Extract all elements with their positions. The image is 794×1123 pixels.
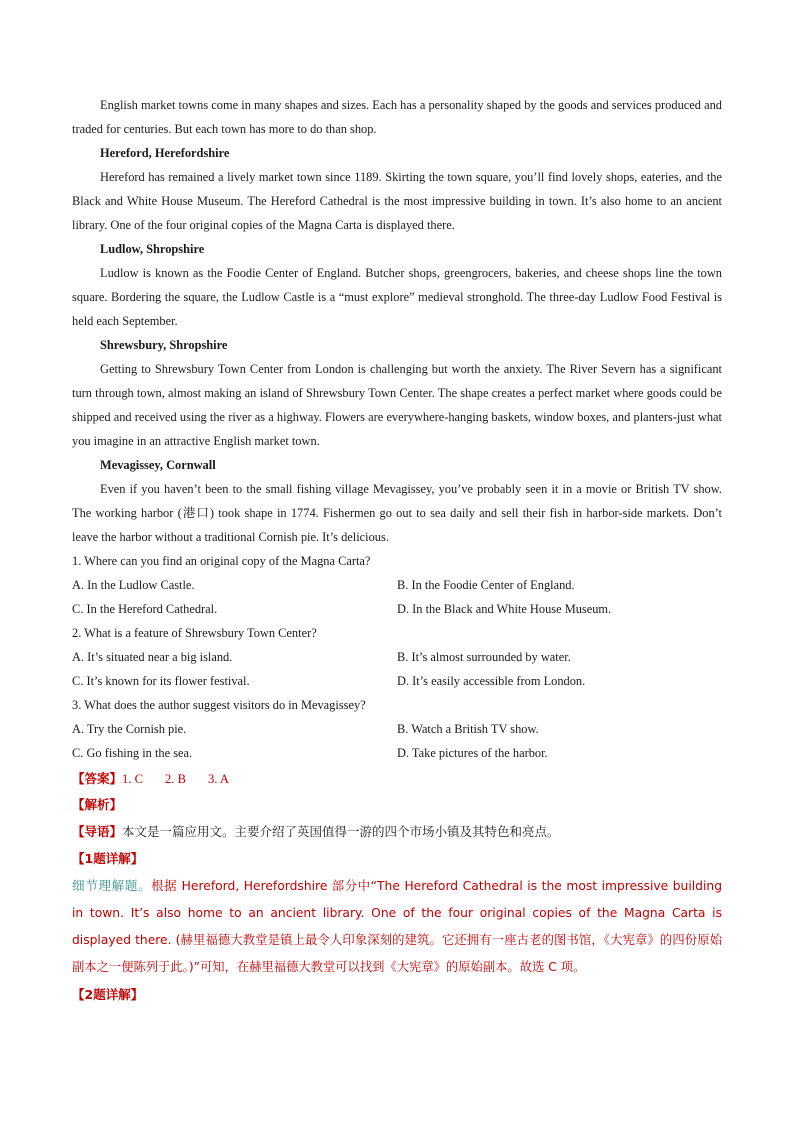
q2-detail-label: 【2题详解】	[72, 987, 144, 1002]
document-content	[72, 93, 722, 1008]
question-type-tag: 细节理解题。	[72, 878, 152, 893]
option: A. Try the Cornish pie.	[72, 722, 187, 736]
answer-value: 1. C	[122, 772, 144, 786]
option: D. Take pictures of the harbor.	[397, 746, 548, 760]
answer-value: 3. A	[208, 772, 230, 786]
section-text: Getting to Shrewsbury Town Center from London is challenging but worth the anxiety. The River Severn has a significant turn through town, almost making an island of Shrewsbury Town Center. The shape creates a perfect market where goods could be shipped and received using the river as a highway. Flowers are everywhere-hanging baskets, window boxes, and planters-just what you imagine in an attractive English market town.	[72, 362, 722, 448]
question-stem: 2. What is a feature of Shrewsbury Town Center?	[72, 626, 317, 640]
q1-detail-part: 根据 Hereford, Herefordshire 部分中“The Hereford Cathedral is the most impressive building in town. It’s also home to an ancient library. One of the four original copies of the Magna Carta is displayed there. (	[72, 879, 723, 947]
q2-detail-label-line	[72, 981, 722, 1008]
analysis-label-line	[72, 791, 722, 818]
option-row	[72, 573, 722, 597]
q1-detail-conclusion: )”可知，在赫里福德大教堂可以找到《大宪章》的原始副本。故选 C 项。	[188, 960, 586, 974]
section-text: Even if you haven’t been to the small fishing village Mevagissey, you’ve probably seen it in a movie or British TV show. The working harbor (港口) took shape in 1774. Fishermen go out to sea daily and sell their fish in harbor-side markets. Don’t leave the harbor without a traditional Cornish pie. It’s delicious.	[72, 482, 722, 544]
option: C. Go fishing in the sea.	[72, 746, 193, 760]
answer-line	[72, 767, 722, 791]
q1-detail-label: 【1题详解】	[72, 851, 144, 866]
guide-label: 【导语】	[72, 824, 123, 839]
option: A. It’s situated near a big island.	[72, 650, 233, 664]
option: B. It’s almost surrounded by water.	[397, 650, 571, 664]
option: C. In the Hereford Cathedral.	[72, 602, 218, 616]
q1-detail-text	[72, 872, 722, 981]
option-row	[72, 741, 722, 765]
option: D. It’s easily accessible from London.	[397, 674, 586, 688]
answer-label: 【答案】	[72, 771, 123, 786]
section-heading: Ludlow, Shropshire	[100, 242, 205, 256]
section-heading: Mevagissey, Cornwall	[100, 458, 216, 472]
option-row	[72, 669, 722, 693]
section-heading: Shrewsbury, Shropshire	[100, 338, 228, 352]
option: B. In the Foodie Center of England.	[397, 578, 575, 592]
option: B. Watch a British TV show.	[397, 722, 539, 736]
option-row	[72, 717, 722, 741]
option: A. In the Ludlow Castle.	[72, 578, 195, 592]
option: D. In the Black and White House Museum.	[397, 602, 612, 616]
question-stem: 1. Where can you find an original copy of the Magna Carta?	[72, 554, 371, 568]
answer-value: 2. B	[165, 772, 187, 786]
q1-detail-translation: 赫里福德大教堂是镇上最令人印象深刻的建筑。它还拥有一座古老的图书馆，《大宪章》的四份原始副本之一便陈列于此。	[72, 933, 723, 974]
section-text: Ludlow is known as the Foodie Center of England. Butcher shops, greengrocers, bakeries, and cheese shops line the town square. Bordering the square, the Ludlow Castle is a “must explore” medieval stronghold. The three-day Ludlow Food Festival is held each September.	[72, 266, 722, 328]
guide-line	[72, 818, 722, 845]
question-stem: 3. What does the author suggest visitors do in Mevagissey?	[72, 698, 366, 712]
analysis-label: 【解析】	[72, 797, 123, 812]
option: C. It’s known for its flower festival.	[72, 674, 250, 688]
guide-text: 本文是一篇应用文。主要介绍了英国值得一游的四个市场小镇及其特色和亮点。	[122, 824, 560, 839]
option-row	[72, 645, 722, 669]
section-text: Hereford has remained a lively market town since 1189. Skirting the town square, you’ll find lovely shops, eateries, and the Black and White House Museum. The Hereford Cathedral is the most impressive building in town. It’s also home to an ancient library. One of the four original copies of the Magna Carta is displayed there.	[72, 170, 722, 232]
passage-intro: English market towns come in many shapes and sizes. Each has a personality shaped by the goods and services produced and traded for centuries. But each town has more to do than shop.	[72, 98, 722, 136]
q1-detail-label-line	[72, 845, 722, 872]
section-heading: Hereford, Herefordshire	[100, 146, 230, 160]
option-row	[72, 597, 722, 621]
